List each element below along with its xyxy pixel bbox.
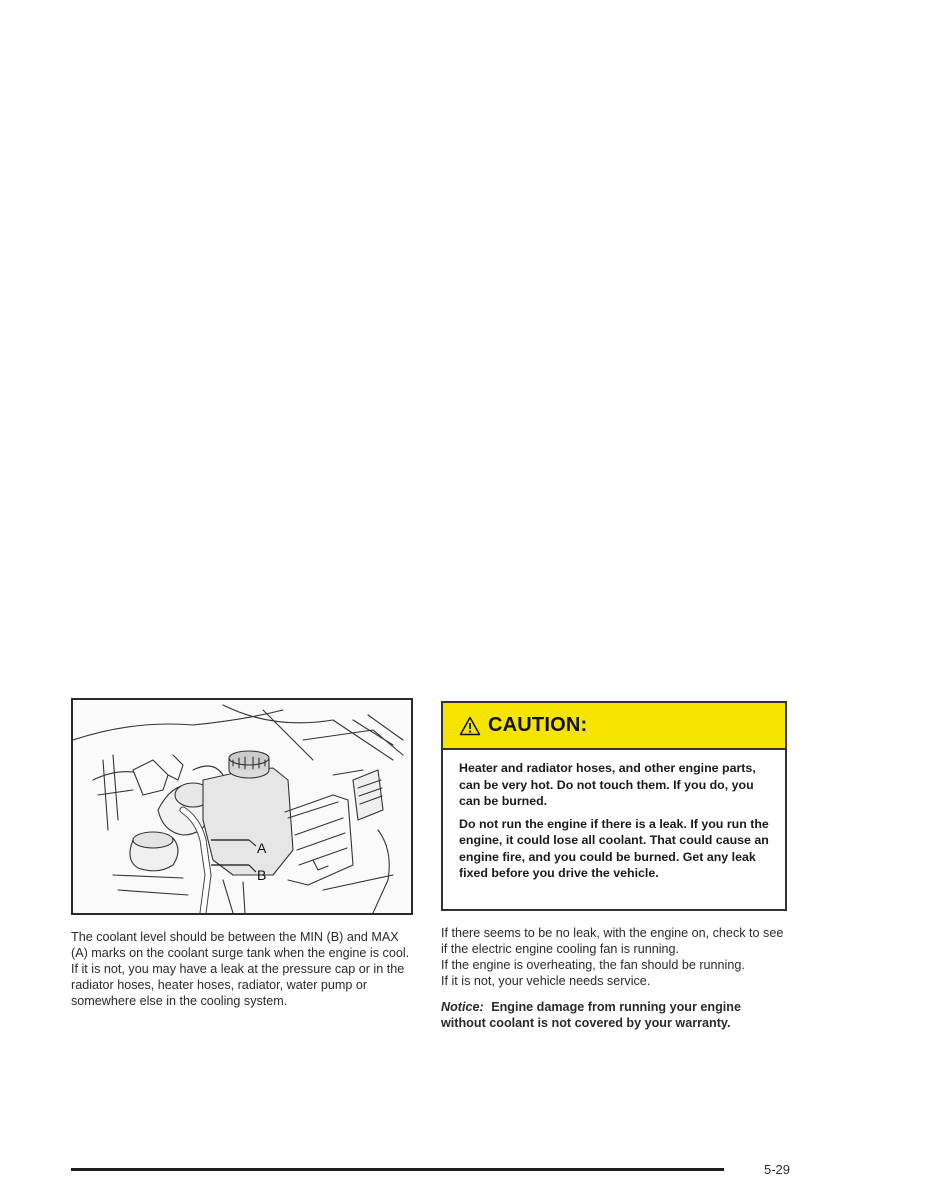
overheating-line: If the engine is overheating, the fan should be running. xyxy=(441,958,745,972)
coolant-level-paragraph: The coolant level should be between the MIN (B) and MAX (A) marks on the coolant surge tank when the engine is cool. If it is not, you may have a leak at the pressure cap or in the radiator hoses, heater hoses, radiator, water pump or somewhere else in the cooling system. xyxy=(71,930,410,1008)
max-mark-label: A xyxy=(257,840,267,856)
warning-triangle-icon xyxy=(459,716,481,736)
caution-body xyxy=(443,750,785,882)
notice-paragraph xyxy=(441,999,787,1031)
notice-label: Notice: xyxy=(441,1000,484,1014)
caution-paragraph: Heater and radiator hoses, and other engine parts, can be very hot. Do not touch them. If you do, you can be burned. xyxy=(459,761,756,808)
caution-box xyxy=(441,701,787,911)
left-column xyxy=(71,929,413,1009)
min-mark-label: B xyxy=(257,867,267,883)
page-number: 5-29 xyxy=(763,1162,790,1177)
coolant-tank-illustration xyxy=(71,698,413,915)
notice-text: Engine damage from running your engine without coolant is not covered by your warranty. xyxy=(441,1000,741,1030)
caution-paragraph: Do not run the engine if there is a leak. If you run the engine, it could lose all coolant. That could cause an engine fire, and you could be burned. Get any leak fixed before you drive the vehicle. xyxy=(459,816,769,880)
footer-divider xyxy=(71,1168,724,1171)
caution-header xyxy=(443,703,785,750)
fan-check-line: If there seems to be no leak, with the engine on, check to see if the electric engine cooling fan is running. xyxy=(441,926,784,956)
right-column xyxy=(441,925,787,1031)
caution-title: CAUTION: xyxy=(488,714,588,736)
service-line: If it is not, your vehicle needs service. xyxy=(441,974,651,988)
engine-bay-drawing xyxy=(73,700,411,913)
